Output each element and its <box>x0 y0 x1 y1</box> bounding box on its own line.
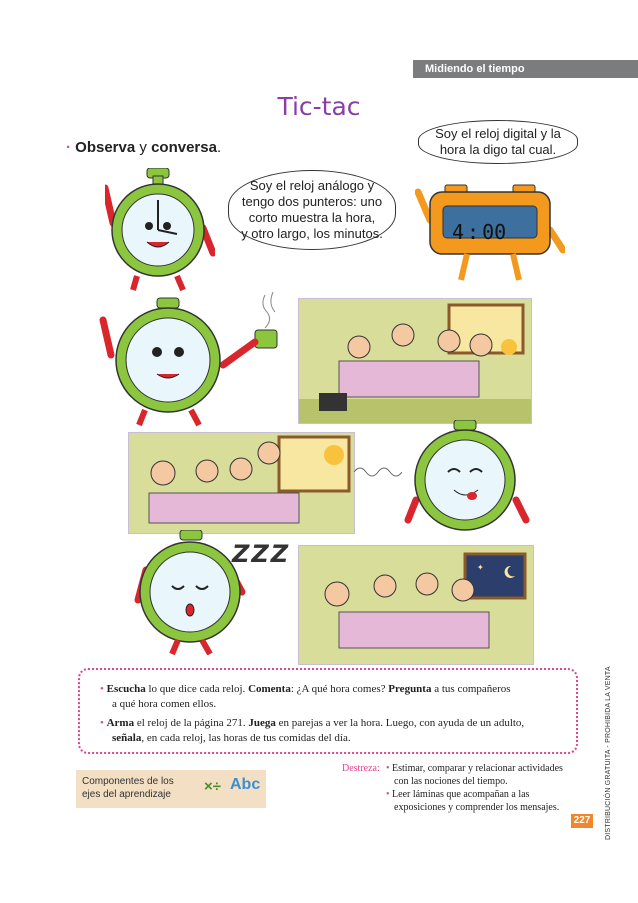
activity-line <box>100 682 562 697</box>
destreza-item <box>386 788 586 814</box>
bullet-icon: • <box>100 683 104 695</box>
language-component-icon: Abc <box>230 776 261 793</box>
activity-text: en parejas a ver la hora. Luego, con ayuda de un adulto, <box>275 717 525 729</box>
digital-minutes: 00 <box>482 220 507 244</box>
sleep-zzz: ZZZ <box>232 540 291 568</box>
clock-with-cup-character <box>95 290 285 430</box>
dinner-scene <box>298 545 534 665</box>
activity-verb: Juega <box>248 717 276 729</box>
bullet-icon: · <box>66 139 71 156</box>
destreza-text: Leer láminas que acompañan a las <box>392 789 530 800</box>
page-title: Tic-tac <box>277 92 361 121</box>
activity-line <box>100 716 562 731</box>
components-box <box>76 770 266 808</box>
distribution-note: DISTRIBUCIÓN GRATUITA - PROHIBIDA LA VENTA <box>605 666 612 840</box>
svg-text:✦: ✦ <box>477 563 484 572</box>
bubble-line: hora la digo tal cual. <box>439 142 557 157</box>
lunch-scene <box>128 432 355 534</box>
bubble-line: corto muestra la hora, <box>248 210 376 225</box>
digital-clock-bubble <box>418 120 578 164</box>
components-label: Componentes de los <box>82 776 174 787</box>
hungry-clock-character <box>402 420 532 535</box>
bullet-icon: • <box>386 763 390 774</box>
activity-text: lo que dice cada reloj. <box>145 683 249 695</box>
squiggle-decoration <box>352 462 402 482</box>
activity-verb: Pregunta <box>388 683 432 695</box>
destreza-text: exposiciones y comprender los mensajes. <box>394 802 560 813</box>
analog-clock-character <box>105 168 215 293</box>
activity-verb: Arma <box>106 717 135 729</box>
instruction-conj: y <box>139 139 147 156</box>
components-label: ejes del aprendizaje <box>82 789 171 800</box>
math-component-icon: ×÷ <box>204 778 221 795</box>
activity-verb: Escucha <box>106 683 146 695</box>
bullet-icon: • <box>100 717 104 729</box>
instruction-end: . <box>216 139 222 156</box>
bubble-line: y otro largo, los minutos. <box>241 226 383 241</box>
activity-line <box>100 731 562 746</box>
activity-text: , en cada reloj, las horas de tus comidas del día. <box>141 732 351 744</box>
bubble-line: Soy el reloj digital y la <box>435 126 561 141</box>
activity-text: el reloj de la página 271. <box>134 717 249 729</box>
instruction-verb1: Observa <box>75 139 136 156</box>
bubble-line: Soy el reloj análogo y <box>249 178 375 193</box>
page-number: 227 <box>571 814 593 828</box>
destreza-section <box>342 762 563 813</box>
activities-box <box>78 668 578 754</box>
section-header: Midiendo el tiempo <box>413 60 638 78</box>
bullet-icon: • <box>386 789 390 800</box>
instruction <box>66 139 221 156</box>
activity-verb: Comenta <box>248 683 291 695</box>
activity-line: a qué hora comen ellos. <box>112 698 217 710</box>
activity-verb: señala <box>112 732 142 744</box>
bubble-line: tengo dos punteros: uno <box>241 194 383 209</box>
destreza-label: Destreza: <box>342 763 380 774</box>
instruction-verb2: conversa <box>151 139 217 156</box>
activity-text: a tus compañeros <box>431 683 511 695</box>
activity-text: : ¿A qué hora comes? <box>290 683 389 695</box>
digital-hour: 4 <box>452 220 465 244</box>
destreza-item <box>386 762 586 788</box>
analog-clock-bubble <box>228 170 396 250</box>
digital-colon-icon: : <box>467 220 480 244</box>
digital-clock-display <box>452 220 506 244</box>
destreza-text: con las nociones del tiempo. <box>394 776 508 787</box>
breakfast-scene <box>298 298 532 424</box>
destreza-text: Estimar, comparar y relacionar actividades <box>392 763 563 774</box>
